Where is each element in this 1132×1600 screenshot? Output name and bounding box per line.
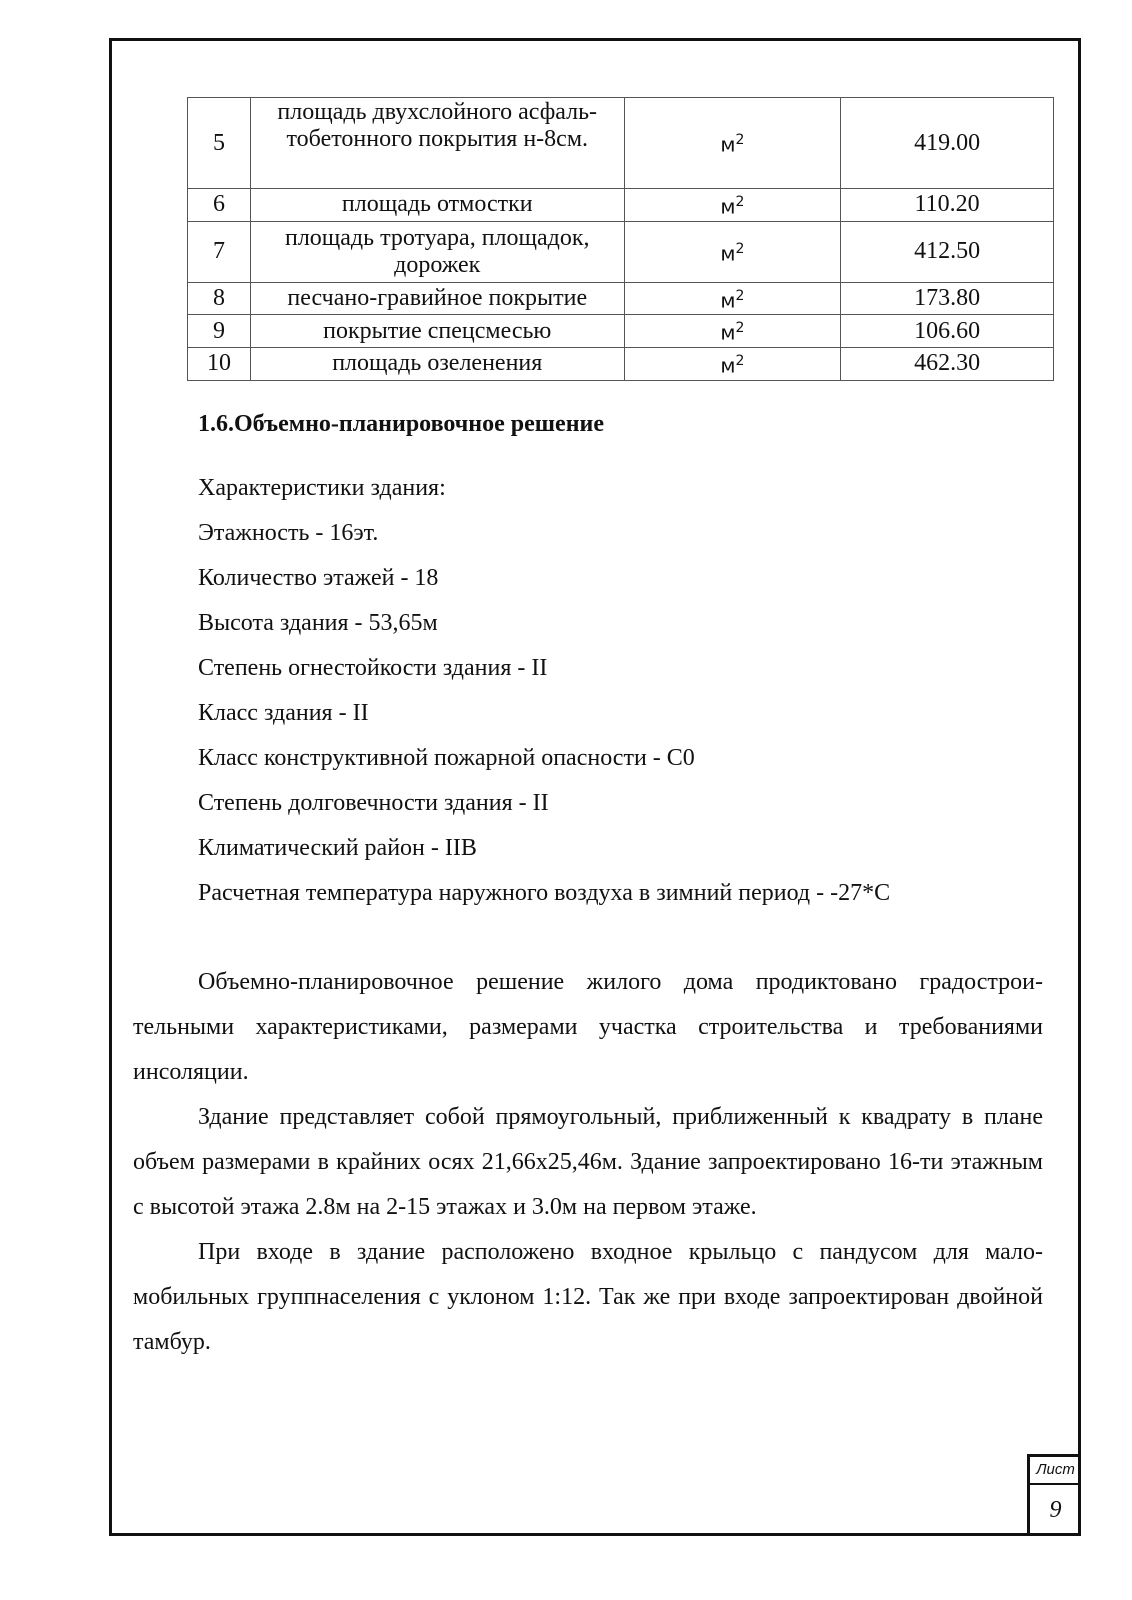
row-value: 173.80 [841,282,1054,315]
table-row [188,189,1054,222]
row-value: 106.60 [841,315,1054,348]
row-name: песчано-гравийное покрытие [250,282,624,315]
row-unit: $м^2$ [624,315,841,348]
row-unit: $м^2$ [624,347,841,380]
row-number: 10 [188,347,251,380]
quantities-table [187,97,1054,381]
list-item: Количество этажей - 18 [198,565,439,591]
list-item: Характеристики здания: [198,475,446,501]
row-number: 7 [188,221,251,282]
table-row [188,282,1054,315]
row-value: 110.20 [841,189,1054,222]
list-item: Степень долговечности здания - II [198,790,549,816]
row-number: 5 [188,98,251,189]
paragraph: Здание представляет собой прямоугольный, приближенный к квадрату в плане объем размерами в крайних осях 21,66х25,46м. Здание запроектировано 16-ти этажным с высотой этажа 2.8м на 2-15 этажах и 3.0м на первом этаже. [133,1104,1043,1220]
list-item: Степень огнестойкости здания - II [198,655,548,681]
row-number: 6 [188,189,251,222]
row-value: 419.00 [841,98,1054,189]
list-item: Расчетная температура наружного воздуха в зимний период - -27*С [198,880,891,906]
table-row [188,221,1054,282]
row-value: 462.30 [841,347,1054,380]
row-number: 8 [188,282,251,315]
paragraph: При входе в здание расположено входное крыльцо с пандусом для мало-мобильных группнаселения с уклоном 1:12. Так же при входе запроектирован двойной тамбур. [133,1239,1043,1355]
table-row [188,347,1054,380]
list-item: Класс конструктивной пожарной опасности - С0 [198,745,695,771]
body-text [133,960,1043,1365]
paragraph: Объемно-планировочное решение жилого дома продиктовано градострои-тельными характеристиками, размерами участка строительства и требованиями инсоляции. [133,969,1043,1085]
row-name: покрытие спецсмесью [250,315,624,348]
table-row [188,315,1054,348]
row-value: 412.50 [841,221,1054,282]
row-unit: $м^2$ [624,221,841,282]
sheet-stamp [1027,1454,1081,1536]
row-name: площадь двухслойного асфаль- тобетонного покрытия н-8см. [250,98,624,189]
row-unit: $м^2$ [624,282,841,315]
list-item: Класс здания - II [198,700,369,726]
row-name: площадь отмостки [250,189,624,222]
row-name: площадь тротуара, площадок, дорожек [250,221,624,282]
sheet-number: 9 [1049,1497,1062,1523]
list-item: Климатический район - IIВ [198,835,477,861]
row-number: 9 [188,315,251,348]
list-item: Высота здания - 53,65м [198,610,438,636]
table-row [188,98,1054,189]
characteristics-list [198,470,890,920]
sheet-label: Лист [1030,1457,1081,1485]
section-heading: 1.6.Объемно-планировочное решение [198,411,604,437]
row-unit: $м^2$ [624,98,841,189]
row-unit: $м^2$ [624,189,841,222]
list-item: Этажность - 16эт. [198,520,379,546]
row-name: площадь озеленения [250,347,624,380]
